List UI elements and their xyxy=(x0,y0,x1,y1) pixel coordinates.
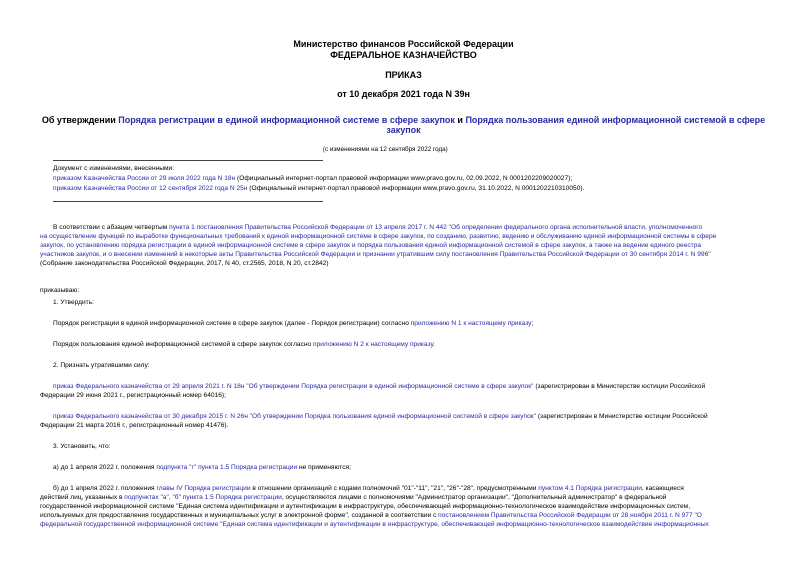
divider-top xyxy=(53,160,323,161)
section-3-item-b: б) до 1 апреля 2022 г. положения главы IV Порядка регистрации в отношении организаций с кодами полномочий "01"-"11", "21", "26"-"28", предусмотренными пунктом 4.1 Порядка регистрации, касающиеся xyxy=(53,485,684,492)
ministry-name: Министерство финансов Российской Федерации xyxy=(293,39,514,49)
decree-977-link-cont[interactable]: федеральной государственной информационной системе "Единая система идентификации и аутентификации в инфраструктуре, обеспечивающей информационно-технологическое взаимодействие информационных xyxy=(40,521,709,528)
section-1-heading: 1. Утвердить: xyxy=(53,299,94,306)
amendment-link[interactable]: приказом Казначейства России от 12 сентября 2022 года N 25н xyxy=(53,185,248,192)
subparagraph-g-link[interactable]: подпункта "г" пункта 1.5 Порядка регистрации xyxy=(156,464,298,471)
preamble-link-decree-442[interactable]: пункта 1 постановления Правительства Российской Федерации от 13 апреля 2017 г. N 442 "Об определении федерального органа исполнительной власти, уполномоченного xyxy=(169,224,703,231)
section-2-item: приказ Федерального казначейства от 30 декабря 2015 г. N 26н "Об утверждении Порядка пользования единой информационной системой в сфере закупок" (зарегистрирован в Министерстве юстиции Российской xyxy=(53,413,708,420)
appendix-2-link[interactable]: приложению N 2 к настоящему приказу xyxy=(313,341,434,348)
section-3-item-b-cont: государственной информационной системе "Единая система идентификации и аутентификации в инфраструктуре, обеспечивающей информационно-технологическое взаимодействие информационных систем, xyxy=(40,503,691,510)
title-link-usage-order[interactable]: Порядка пользования единой информационной системой в сфере xyxy=(465,115,766,125)
section-3-item-b-cont: действий лиц, указанных в подпунктах "а", "б" пункта 1.5 Порядка регистрации, осуществляются лицами с полномочиями "Администратор организации", "Дополнительный администратор" в федеральной xyxy=(40,494,667,501)
preamble-line: (Собрание законодательства Российской Федерации, 2017, N 40, ст.2565, 2018, N 20, ст.2842) xyxy=(40,260,329,267)
chapter-iv-link[interactable]: главы IV Порядка регистрации xyxy=(156,485,251,492)
section-2-item-cont: Федерации 21 марта 2016 г., регистрационный номер 41476). xyxy=(40,422,229,429)
section-3-item-b-cont: используемых для предоставления государственных и муниципальных услуг в электронной форме", созданной в соответствии с постановлением Правительства Российской Федерации от 28 ноября 2011 г. N 977 "О xyxy=(40,512,702,519)
title-link-registration-order[interactable]: Порядка регистрации в единой информационной системе в сфере закупок xyxy=(118,115,455,125)
section-1-item: Порядок пользования единой информационной системой в сфере закупок согласно приложению N 2 к настоящему приказу. xyxy=(53,341,435,348)
order-statement: приказываю: xyxy=(40,287,80,294)
title-link-usage-order-cont[interactable]: закупок xyxy=(386,125,421,135)
preamble-line[interactable]: участников закупок, и о внесении изменений в некоторые акты Правительства Российской Федерации и признании утратившим силу постановления Правительства Российской Федерации от 30 сентября 2014 г. N 996" xyxy=(40,251,711,258)
title-conjunction: и xyxy=(454,115,466,125)
appendix-1-link[interactable]: приложению N 1 к настоящему приказу xyxy=(410,320,532,327)
decree-977-link[interactable]: постановлением Правительства Российской Федерации от 28 ноября 2011 г. N 977 "О xyxy=(438,512,702,519)
revision-note: (с изменениями на 12 сентября 2022 года) xyxy=(322,146,448,153)
section-3-item-a: а) до 1 апреля 2022 г. положения подпункта "г" пункта 1.5 Порядка регистрации не применяются; xyxy=(53,464,351,471)
amendment-item: приказом Казначейства России от 29 июля 2022 года N 18н (Официальный интернет-портал правовой информации www.pravo.gov.ru, 02.09.2022, N 0001202209020027); xyxy=(53,175,573,182)
divider-bottom xyxy=(53,201,323,202)
clause-4-1-link[interactable]: пунктом 4.1 Порядка регистрации xyxy=(538,485,642,492)
section-2-heading: 2. Признать утратившими силу: xyxy=(53,362,150,369)
preamble-line[interactable]: на осуществление функций по выработке функциональных требований к единой информационной системе в сфере закупок, по созданию, развитию, ведению и обслуживанию единой информационной системы в сфере xyxy=(40,233,717,240)
document-date: от 10 декабря 2021 года N 39н xyxy=(337,89,470,99)
document-type: ПРИКАЗ xyxy=(385,70,422,80)
revoked-order-26n-link[interactable]: приказ Федерального казначейства от 30 декабря 2015 г. N 26н "Об утверждении Порядка пользования единой информационной системой в сфере закупок" xyxy=(53,413,537,420)
section-1-item: Порядок регистрации в единой информационной системе в сфере закупок (далее - Порядок регистрации) согласно приложению N 1 к настоящему приказу; xyxy=(53,320,534,327)
document-title xyxy=(0,115,807,125)
amendment-item: приказом Казначейства России от 12 сентября 2022 года N 25н (Официальный интернет-портал правовой информации www.pravo.gov.ru, 31.10.2022, N 0001202210310050). xyxy=(53,185,585,192)
subparagraphs-ab-link[interactable]: подпунктах "а", "б" пункта 1.5 Порядка регистрации xyxy=(124,494,282,501)
preamble-line: В соответствии с абзацем четвертым пункта 1 постановления Правительства Российской Федерации от 13 апреля 2017 г. N 442 "Об определении федерального органа исполнительной власти, уполномоченного xyxy=(53,224,703,231)
title-prefix: Об утверждении xyxy=(41,115,119,125)
section-2-item-cont: Федерации 29 июня 2021 г., регистрационный номер 64016); xyxy=(40,392,226,399)
section-2-item: приказ Федерального казначейства от 29 апреля 2021 г. N 18н "Об утверждении Порядка регистрации в единой информационной системе в сфере закупок" (зарегистрирован в Министерстве юстиции Российской xyxy=(53,383,706,390)
preamble-line[interactable]: закупок, по установлению порядка регистрации в единой информационной системе в сфере закупок и порядка пользования единой информационной системой в сфере закупок, а также на ведение единого реестра xyxy=(40,242,702,249)
revoked-order-18n-link[interactable]: приказ Федерального казначейства от 29 апреля 2021 г. N 18н "Об утверждении Порядка регистрации в единой информационной системе в сфере закупок" xyxy=(53,383,534,390)
amendment-link[interactable]: приказом Казначейства России от 29 июля 2022 года N 18н xyxy=(53,175,236,182)
treasury-name: ФЕДЕРАЛЬНОЕ КАЗНАЧЕЙСТВО xyxy=(330,50,477,60)
section-3-heading: 3. Установить, что: xyxy=(53,443,111,450)
amendments-intro: Документ с изменениями, внесенными: xyxy=(53,165,175,172)
